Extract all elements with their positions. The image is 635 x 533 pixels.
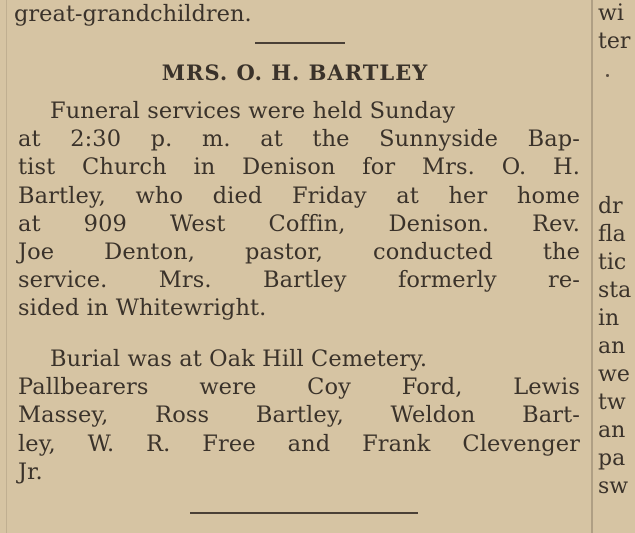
- side-fragment: tic: [598, 250, 627, 275]
- text-line: Pallbearers were Coy Ford, Lewis: [18, 374, 580, 401]
- text-line: Burial was at Oak Hill Cemetery.: [50, 346, 428, 372]
- text-line: at 909 West Coffin, Denison. Rev.: [18, 210, 580, 237]
- print-speck: [606, 74, 609, 77]
- article-paragraph-1: [18, 97, 580, 323]
- article-heading: MRS. O. H. BARTLEY: [161, 60, 429, 85]
- side-fragment: tw: [598, 390, 626, 415]
- column-rule: [591, 0, 593, 533]
- side-fragment: in: [598, 306, 620, 331]
- side-fragment: an: [598, 418, 626, 443]
- article-paragraph-2: [18, 345, 580, 486]
- side-fragment: we: [598, 362, 630, 387]
- text-line: Massey, Ross Bartley, Weldon Bart-: [18, 402, 580, 429]
- text-line: at 2:30 p. m. at the Sunnyside Bap-: [18, 126, 580, 153]
- separator-rule-top: [255, 42, 345, 44]
- side-fragment: ter: [598, 29, 631, 54]
- side-fragment: an: [598, 334, 626, 359]
- text-line: tist Church in Denison for Mrs. O. H.: [18, 154, 580, 181]
- text-line: Funeral services were held Sunday: [50, 98, 456, 124]
- previous-article-end: great-grandchildren.: [14, 1, 252, 27]
- text-line: Jr.: [18, 458, 43, 485]
- text-line: Joe Denton, pastor, conducted the: [18, 238, 580, 265]
- side-fragment: wi: [598, 1, 624, 26]
- side-fragment: sw: [598, 474, 629, 499]
- side-fragment: fla: [598, 222, 626, 247]
- text-line: service. Mrs. Bartley formerly re-: [18, 267, 580, 294]
- side-fragment: pa: [598, 446, 626, 471]
- side-fragment: sta: [598, 278, 632, 303]
- side-fragment: dr: [598, 194, 623, 219]
- text-line: ley, W. R. Free and Frank Clevenger: [18, 430, 580, 457]
- text-line: Bartley, who died Friday at her home: [18, 182, 580, 209]
- separator-rule-bottom: [190, 512, 418, 514]
- text-line: sided in Whitewright.: [18, 295, 267, 322]
- adjacent-column-fragment: [598, 0, 635, 533]
